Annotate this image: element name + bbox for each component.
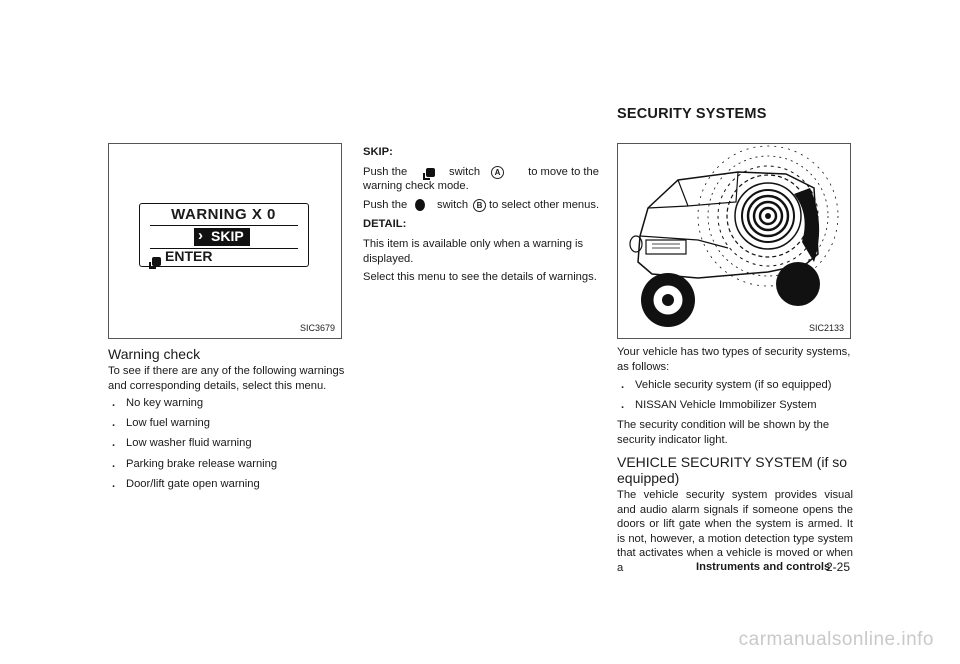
detail-heading: DETAIL: <box>363 218 407 230</box>
security-intro: Your vehicle has two types of security systems, as follows: <box>617 346 851 373</box>
security-figure <box>617 143 851 339</box>
skip-heading: SKIP: <box>363 146 393 158</box>
warning-check-heading: Warning check <box>108 346 201 362</box>
list-item: . Low fuel warning <box>112 417 210 429</box>
vehicle-security-heading: VEHICLE SECURITY SYSTEM (if so equipped) <box>617 454 848 486</box>
detail-text-2: Select this menu to see the details of warnings. <box>363 271 597 283</box>
display-divider <box>150 225 298 226</box>
list-item: . Parking brake release warning <box>112 458 278 470</box>
display-screen <box>139 203 309 267</box>
figure-code: SIC2133 <box>808 323 844 333</box>
list-item: . Door/lift gate open warning <box>112 478 260 490</box>
warning-check-intro: To see if there are any of the following warnings and corresponding details, select this menu. <box>108 365 345 392</box>
list-item: . Vehicle security system (if so equipped) <box>621 379 832 391</box>
indicator-text: The security condition will be shown by the security indicator light. <box>617 419 830 446</box>
skip-line-2: warning check mode. <box>363 180 469 192</box>
marker-b-icon: B <box>473 199 486 212</box>
detail-text: This item is available only when a warning is displayed. <box>363 238 584 265</box>
suv-security-illustration <box>618 144 850 338</box>
warning-display-figure <box>108 143 342 339</box>
display-line-enter: ENTER <box>165 248 213 264</box>
push-line: Push the switch B to select other menus. <box>363 199 600 211</box>
skip-line-1: Push the switch A to move to the <box>363 166 599 178</box>
chevron-right-icon: › <box>198 227 203 244</box>
section-title: SECURITY SYSTEMS <box>617 106 767 122</box>
list-item: . No key warning <box>112 397 204 409</box>
list-item: . NISSAN Vehicle Immobilizer System <box>621 399 817 411</box>
display-line-skip: SKIP <box>211 228 244 244</box>
watermark: carmanualsonline.info <box>738 629 934 650</box>
enter-switch-icon <box>426 168 435 177</box>
enter-switch-icon <box>152 257 161 266</box>
page-number: 2-25 <box>826 560 851 574</box>
cursor-switch-icon <box>415 199 425 211</box>
footer-section: Instruments and controls <box>696 561 831 573</box>
list-item: . Low washer fluid warning <box>112 437 252 449</box>
display-line-warning: WARNING X 0 <box>171 206 276 223</box>
vehicle-security-body: The vehicle security system provides visual and audio alarm signals if someone opens the doors or lift gate when the system is armed. It is not, however, a motion detection type system that activates when a vehicle is moved or when a <box>617 489 853 574</box>
marker-a-icon: A <box>491 166 504 179</box>
figure-code: SIC3679 <box>299 323 335 333</box>
